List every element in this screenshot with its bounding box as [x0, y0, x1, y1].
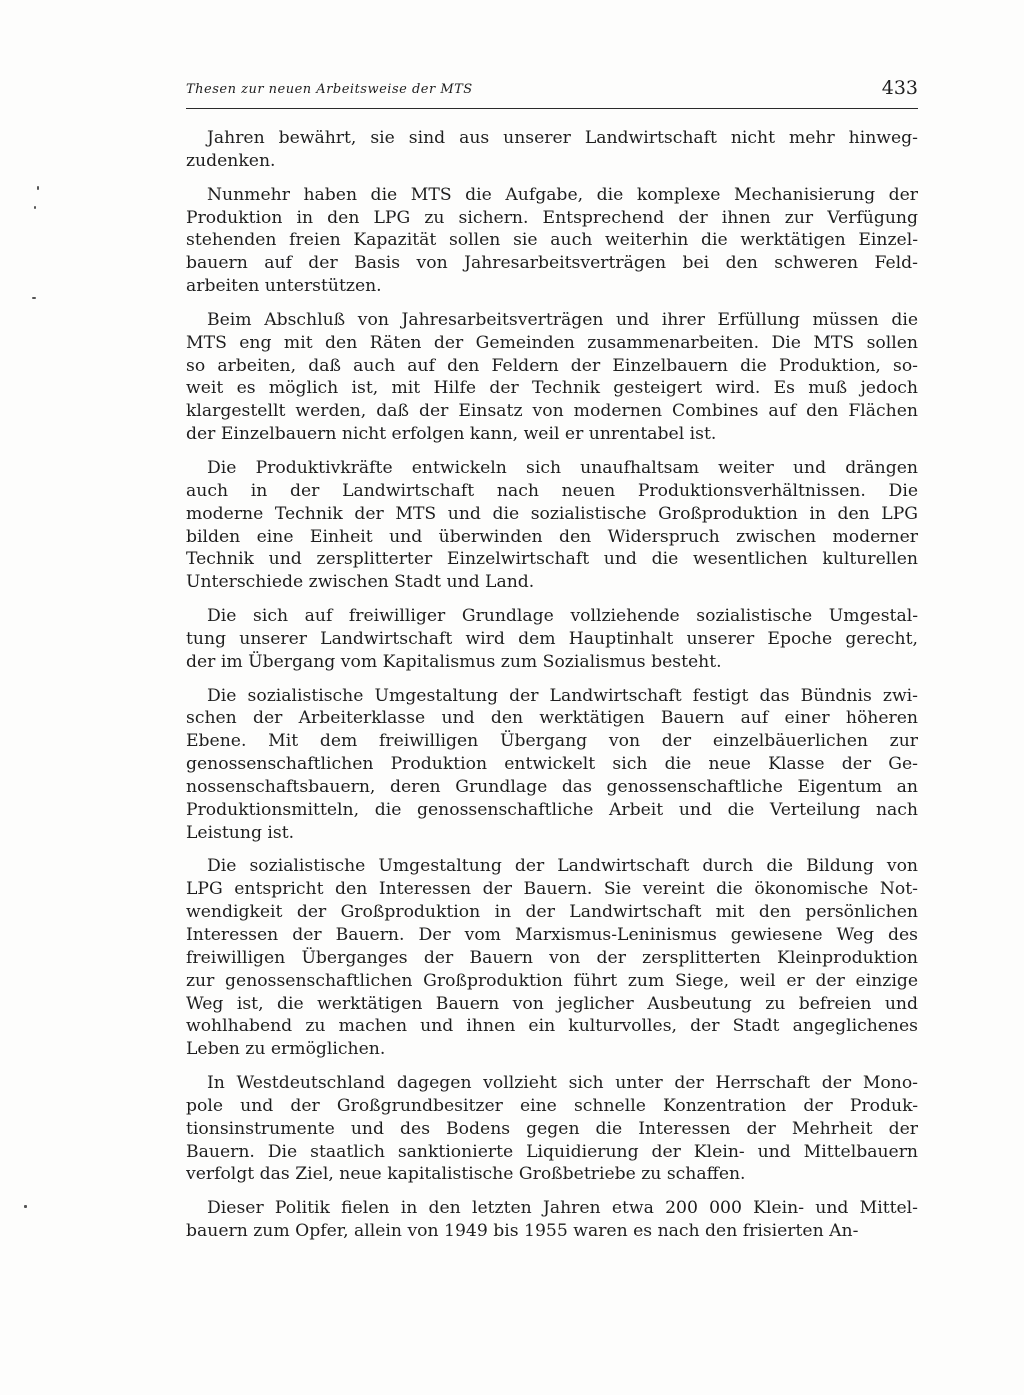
scan-speck	[32, 297, 36, 299]
page-header	[186, 77, 918, 109]
text-line: Produktion in den LPG zu sichern. Entsprechend der ihnen zur Verfügung	[186, 207, 918, 228]
text-line: so arbeiten, daß auch auf den Feldern der Einzelbauern die Produktion, so-	[186, 355, 918, 376]
paragraph	[186, 457, 918, 594]
text-line: klargestellt werden, daß der Einsatz von modernen Combines auf den Flächen	[186, 401, 918, 422]
text-line: bauern zum Opfer, allein von 1949 bis 1955 waren es nach den frisierten An-	[186, 1221, 859, 1242]
text-line: Dieser Politik fielen in den letzten Jahren etwa 200 000 Klein- und Mittel-	[207, 1198, 918, 1219]
text-line: In Westdeutschland dagegen vollzieht sich unter der Herrschaft der Mono-	[207, 1073, 918, 1094]
text-line: der Einzelbauern nicht erfolgen kann, weil er unrentabel ist.	[186, 424, 717, 445]
text-line: Nunmehr haben die MTS die Aufgabe, die komplexe Mechanisierung der	[207, 184, 918, 205]
text-line: Ebene. Mit dem freiwilligen Übergang von der einzelbäuerlichen zur	[186, 731, 918, 752]
text-line: Jahren bewährt, sie sind aus unserer Landwirtschaft nicht mehr hinweg-	[207, 128, 918, 148]
text-line: wendigkeit der Großproduktion in der Landwirtschaft mit den persönlichen	[186, 902, 918, 923]
paragraph	[186, 184, 918, 298]
text-line: bauern auf der Basis von Jahresarbeitsverträgen bei den schweren Feld-	[186, 253, 918, 274]
scan-speck	[24, 1205, 27, 1208]
body-text	[186, 127, 918, 1254]
text-line: MTS eng mit den Räten der Gemeinden zusammenarbeiten. Die MTS sollen	[186, 332, 918, 353]
text-line: arbeiten unterstützen.	[186, 276, 382, 297]
text-line: freiwilligen Überganges der Bauern von der zersplitterten Kleinproduktion	[186, 947, 918, 968]
text-line: wohlhabend zu machen und ihnen ein kulturvolles, der Stadt angeglichenes	[186, 1016, 918, 1037]
text-line: tionsinstrumente und des Bodens gegen die Interessen der Mehrheit der	[186, 1118, 918, 1139]
text-line: bilden eine Einheit und überwinden den Widerspruch zwischen moderner	[186, 526, 918, 547]
text-line: pole und der Großgrundbesitzer eine schnelle Konzentration der Produk-	[186, 1095, 918, 1116]
text-line: stehenden freien Kapazität sollen sie auch weiterhin die werktätigen Einzel-	[186, 230, 918, 251]
text-line: weit es möglich ist, mit Hilfe der Technik gesteigert wird. Es muß jedoch	[186, 378, 918, 399]
text-line: Weg ist, die werktätigen Bauern von jeglicher Ausbeutung zu befreien und	[186, 993, 918, 1014]
text-line: der im Übergang vom Kapitalismus zum Sozialismus besteht.	[186, 651, 722, 672]
text-line: Die sich auf freiwilliger Grundlage vollziehende sozialistische Umgestal-	[207, 606, 918, 627]
text-line: zur genossenschaftlichen Großproduktion führt zum Siege, weil er der einzige	[186, 970, 918, 991]
text-line: genossenschaftlichen Produktion entwickelt sich die neue Klasse der Ge-	[186, 754, 918, 775]
text-line: tung unserer Landwirtschaft wird dem Hauptinhalt unserer Epoche gerecht,	[186, 628, 918, 649]
text-line: verfolgt das Ziel, neue kapitalistische Großbetriebe zu schaffen.	[186, 1164, 746, 1185]
scan-speck	[34, 206, 36, 209]
text-line: Technik und zersplitterter Einzelwirtschaft und die wesentlichen kulturellen	[186, 549, 918, 570]
text-line: Leben zu ermöglichen.	[186, 1039, 386, 1060]
paragraph	[186, 1072, 918, 1186]
paragraph	[186, 127, 918, 173]
paragraph	[186, 855, 918, 1061]
paragraph	[186, 1197, 918, 1243]
paragraph	[186, 309, 918, 446]
text-line: Interessen der Bauern. Der vom Marxismus-Leninismus gewiesene Weg des	[186, 925, 918, 945]
text-line: Bauern. Die staatlich sanktionierte Liquidierung der Klein- und Mittelbauern	[186, 1141, 918, 1162]
text-line: Beim Abschluß von Jahresarbeitsverträgen und ihrer Erfüllung müssen die	[207, 309, 918, 330]
text-line: Produktionsmitteln, die genossenschaftliche Arbeit und die Verteilung nach	[186, 799, 918, 820]
paragraph	[186, 605, 918, 674]
text-line: moderne Technik der MTS und die sozialistische Großproduktion in den LPG	[186, 503, 918, 524]
text-line: LPG entspricht den Interessen der Bauern. Sie vereint die ökonomische Not-	[186, 879, 918, 900]
page-number: 433	[881, 77, 918, 99]
running-title: Thesen zur neuen Arbeitsweise der MTS	[186, 82, 473, 97]
text-line: auch in der Landwirtschaft nach neuen Produktionsverhältnissen. Die	[186, 480, 918, 501]
scan-speck	[37, 186, 39, 190]
text-line: schen der Arbeiterklasse und den werktätigen Bauern auf einer höheren	[186, 708, 918, 729]
text-line: Die Produktivkräfte entwickeln sich unaufhaltsam weiter und drängen	[207, 457, 918, 478]
text-line: Die sozialistische Umgestaltung der Landwirtschaft durch die Bildung von	[207, 856, 918, 877]
text-line: Die sozialistische Umgestaltung der Landwirtschaft festigt das Bündnis zwi-	[207, 685, 918, 706]
text-line: Leistung ist.	[186, 822, 295, 843]
text-line: nossenschaftsbauern, deren Grundlage das genossenschaftliche Eigentum an	[186, 776, 918, 797]
paragraph	[186, 685, 918, 845]
text-line: zudenken.	[186, 150, 276, 171]
text-line: Unterschiede zwischen Stadt und Land.	[186, 572, 535, 593]
